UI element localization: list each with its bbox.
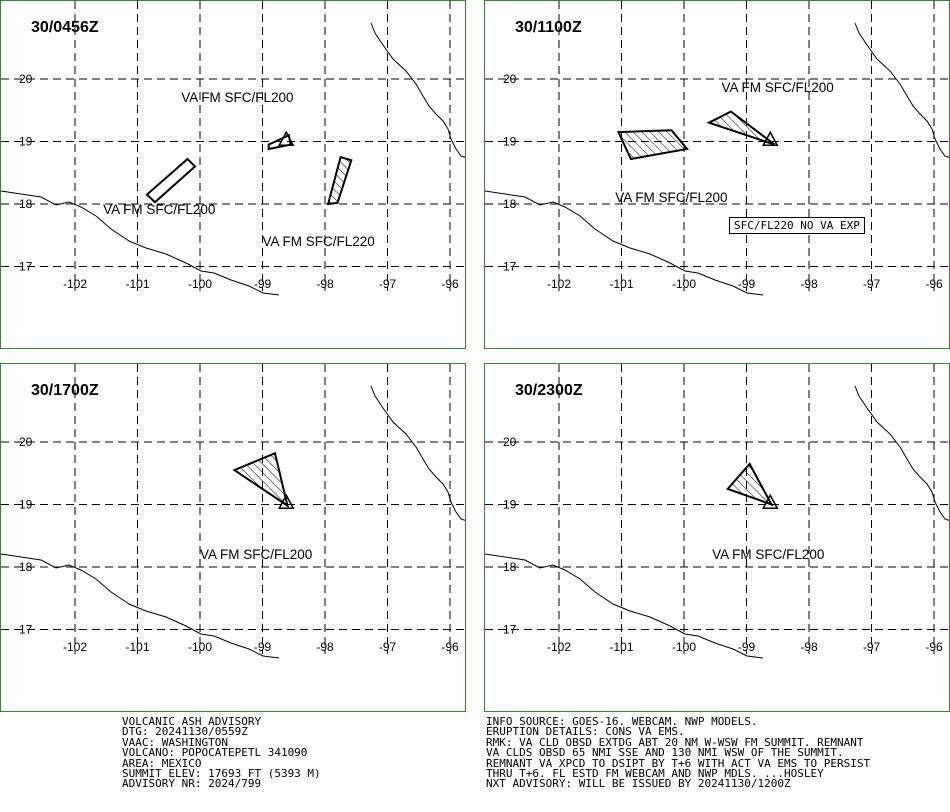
ash-area-label: VA FM SFC/FL200 <box>200 546 313 562</box>
ash-area-label: VA FM SFC/FL200 <box>712 546 825 562</box>
advisory-details-block <box>486 717 870 790</box>
advisory-line: VOLCANO: POPOCATEPETL 341090 <box>122 746 308 760</box>
advisory-line: DTG: 20241130/0559Z <box>122 725 248 739</box>
ash-cloud-area <box>234 453 287 506</box>
longitude-tick-label: -101 <box>125 640 150 654</box>
latitude-tick-label: 18 <box>19 197 33 211</box>
longitude-tick-label: -102 <box>62 640 88 654</box>
longitude-tick-label: -101 <box>609 640 634 654</box>
latitude-tick-label: 18 <box>19 560 33 574</box>
advisory-line: RMK: VA CLD OBSD EXTDG ABT 20 NM W-WSW FM SUMMIT. REMNANT <box>486 735 864 749</box>
longitude-tick-label: -97 <box>862 277 881 291</box>
ash-cloud-area <box>269 135 291 149</box>
map-panel-0456z <box>0 0 466 349</box>
ash-cloud-area <box>147 159 195 202</box>
latitude-tick-label: 19 <box>19 134 33 149</box>
longitude-tick-label: -102 <box>546 277 572 291</box>
latitude-tick-label: 19 <box>19 497 33 512</box>
latitude-tick-label: 19 <box>503 134 517 149</box>
panel-time-title: 30/1700Z <box>31 382 99 399</box>
map-canvas <box>1 1 466 349</box>
longitude-tick-label: -98 <box>316 277 334 291</box>
advisory-line: VAAC: WASHINGTON <box>122 735 228 749</box>
longitude-tick-label: -98 <box>800 277 818 291</box>
gulf-coastline <box>371 386 466 521</box>
longitude-tick-label: -98 <box>316 640 334 654</box>
advisory-header-block <box>122 717 321 790</box>
longitude-tick-label: -96 <box>925 277 943 291</box>
panel-time-title: 30/0456Z <box>31 19 99 36</box>
longitude-tick-label: -99 <box>737 277 756 291</box>
longitude-tick-label: -97 <box>378 640 397 654</box>
advisory-line: AREA: MEXICO <box>122 756 202 770</box>
latitude-tick-label: 20 <box>19 72 33 86</box>
panel-time-title: 30/2300Z <box>515 382 583 399</box>
advisory-line: REMNANT VA XPCD TO DSIPT BY T+6 WITH ACT VA EMS TO PERSIST <box>486 756 871 770</box>
gulf-coastline <box>855 23 950 158</box>
gulf-coastline <box>371 23 466 158</box>
latitude-tick-label: 18 <box>503 197 517 211</box>
longitude-tick-label: -101 <box>125 277 150 291</box>
longitude-tick-label: -97 <box>862 640 881 654</box>
map-panel-2300z <box>484 363 950 712</box>
ash-area-label: VA FM SFC/FL200 <box>181 89 294 105</box>
latitude-tick-label: 17 <box>19 622 33 637</box>
longitude-tick-label: -96 <box>441 277 459 291</box>
map-panel-1700z <box>0 363 466 712</box>
ash-area-label: VA FM SFC/FL200 <box>103 202 216 218</box>
ash-cloud-area <box>618 130 687 159</box>
advisory-line: ADVISORY NR: 2024/799 <box>122 777 262 791</box>
ash-area-label: VA FM SFC/FL200 <box>615 189 728 205</box>
longitude-tick-label: -100 <box>671 640 697 654</box>
no-va-expected-box: SFC/FL220 NO VA EXP <box>729 217 865 234</box>
advisory-line: INFO SOURCE: GOES-16. WEBCAM. NWP MODELS. <box>486 715 758 728</box>
latitude-tick-label: 17 <box>19 259 33 274</box>
advisory-line: NXT ADVISORY: WILL BE ISSUED BY 20241130/1200Z <box>486 777 791 791</box>
longitude-tick-label: -96 <box>441 640 459 654</box>
ash-cloud-area <box>328 157 351 204</box>
latitude-tick-label: 19 <box>503 497 517 512</box>
longitude-tick-label: -99 <box>253 277 272 291</box>
latitude-tick-label: 17 <box>503 622 517 637</box>
advisory-line: VA CLDS OBSD 65 NMI SSE AND 130 NMI WSW OF THE SUMMIT. <box>486 746 844 760</box>
longitude-tick-label: -97 <box>378 277 397 291</box>
longitude-tick-label: -101 <box>609 277 634 291</box>
ash-area-label: VA FM SFC/FL220 <box>262 233 375 249</box>
latitude-tick-label: 20 <box>503 72 517 86</box>
longitude-tick-label: -100 <box>671 277 697 291</box>
longitude-tick-label: -100 <box>187 277 213 291</box>
advisory-line: SUMMIT ELEV: 17693 FT (5393 M) <box>122 767 321 781</box>
longitude-tick-label: -99 <box>253 640 272 654</box>
map-panel-1100z <box>484 0 950 349</box>
advisory-line: ERUPTION DETAILS: CONS VA EMS. <box>486 725 685 739</box>
ash-area-label: VA FM SFC/FL200 <box>721 80 834 96</box>
advisory-line: VOLCANIC ASH ADVISORY <box>122 715 262 728</box>
longitude-tick-label: -99 <box>737 640 756 654</box>
map-canvas <box>485 364 950 712</box>
map-canvas <box>485 1 950 349</box>
longitude-tick-label: -102 <box>546 640 572 654</box>
latitude-tick-label: 17 <box>503 259 517 274</box>
longitude-tick-label: -102 <box>62 277 88 291</box>
panel-time-title: 30/1100Z <box>515 19 582 36</box>
longitude-tick-label: -100 <box>187 640 213 654</box>
gulf-coastline <box>855 386 950 521</box>
longitude-tick-label: -96 <box>925 640 943 654</box>
longitude-tick-label: -98 <box>800 640 818 654</box>
advisory-line: THRU T+6. FL ESTD FM WEBCAM AND NWP MDLS. ...HOSLEY <box>486 767 824 781</box>
ash-cloud-area <box>728 464 772 505</box>
ash-cloud-area <box>709 112 775 145</box>
latitude-tick-label: 18 <box>503 560 517 574</box>
latitude-tick-label: 20 <box>19 435 33 449</box>
latitude-tick-label: 20 <box>503 435 517 449</box>
map-canvas <box>1 364 466 712</box>
